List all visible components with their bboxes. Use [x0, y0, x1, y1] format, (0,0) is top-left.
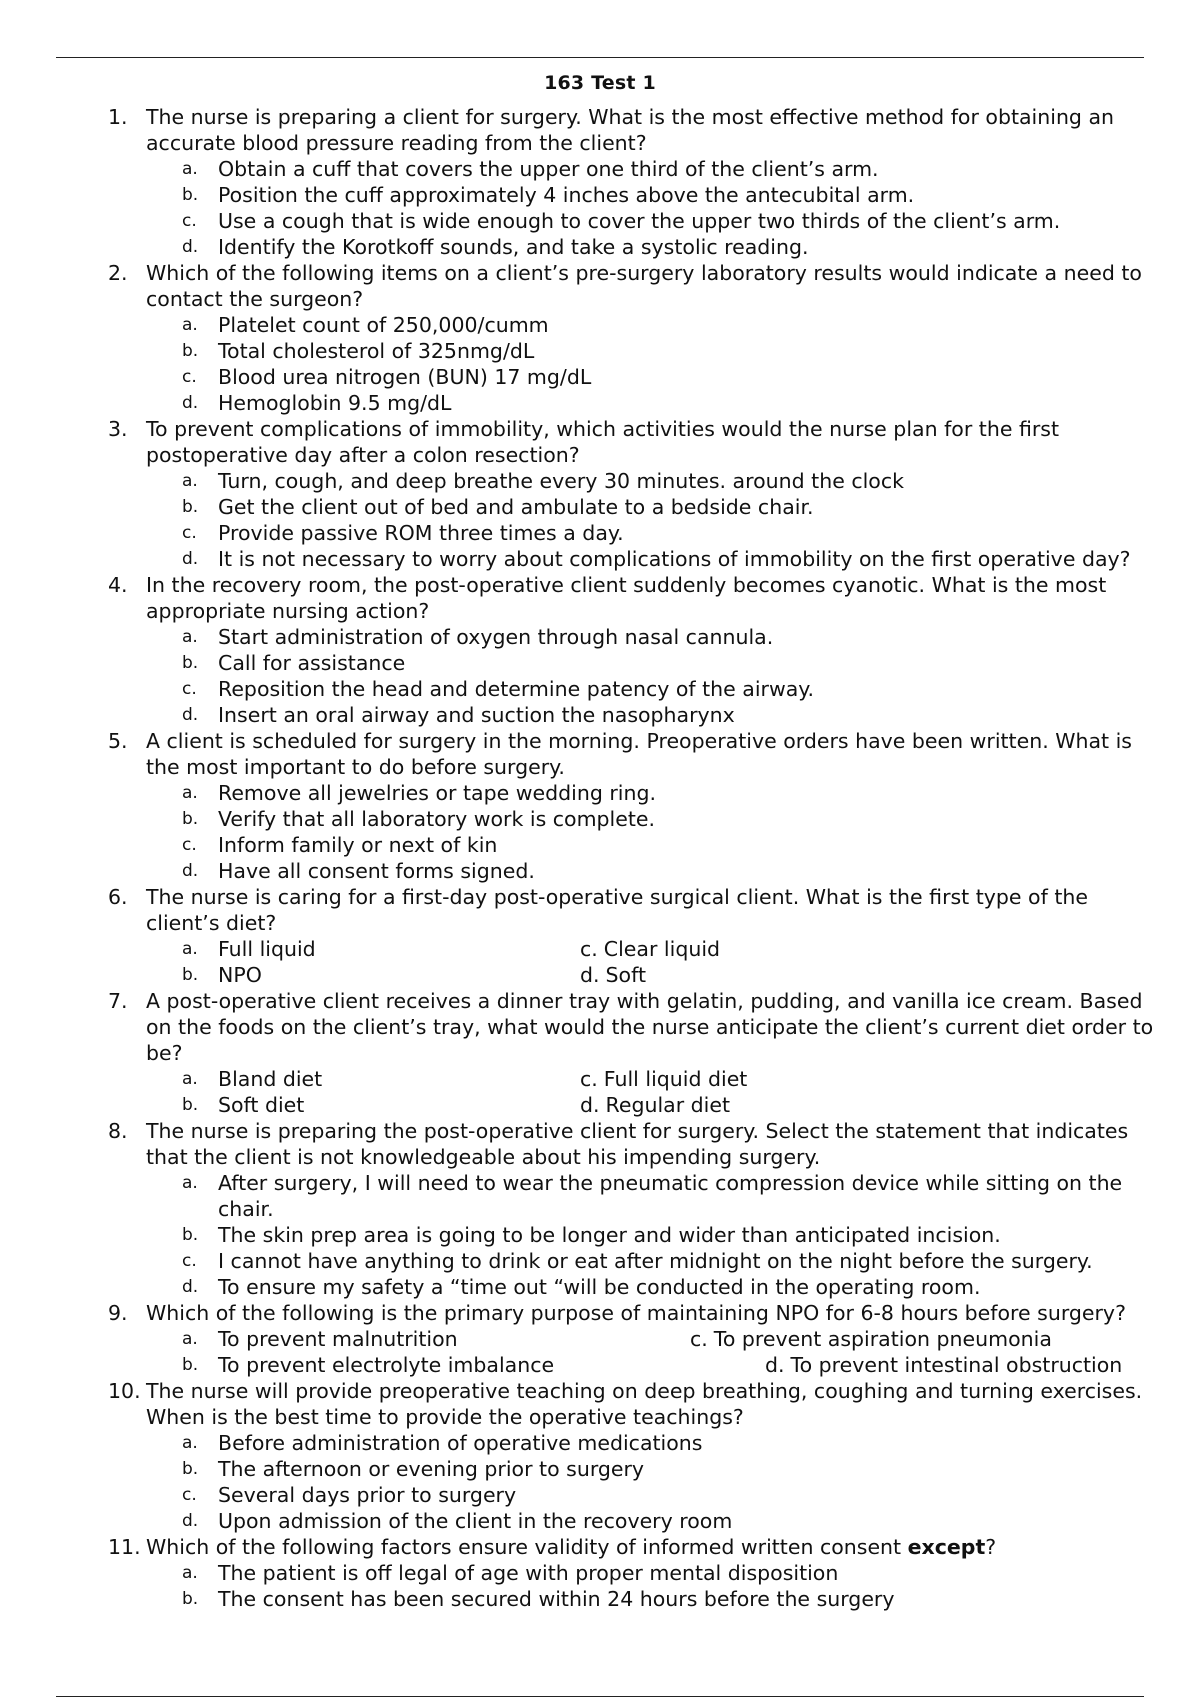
option-5d: d. Have all consent forms signed.: [182, 859, 535, 883]
question-number: 2.: [108, 261, 128, 285]
question-11: [108, 1534, 1158, 1560]
option-9b: b. To prevent electrolyte imbalance: [182, 1353, 555, 1377]
question-4: [108, 572, 1158, 624]
top-rule: [56, 57, 1144, 58]
question-number: 10.: [108, 1379, 141, 1403]
option-2c: c. Blood urea nitrogen (BUN) 17 mg/dL: [182, 365, 592, 389]
option-11b: b. The consent has been secured within 24 hours before the surgery: [182, 1587, 895, 1611]
question-text: The nurse is preparing the post-operative client for surgery. Select the statement that indicates that the client is not knowledgeable about his impending surgery.: [146, 1119, 1129, 1169]
option-3a: a. Turn, cough, and deep breathe every 30 minutes. around the clock: [182, 469, 904, 493]
question-5: [108, 728, 1158, 780]
option-2b: b. Total cholesterol of 325nmg/dL: [182, 339, 535, 363]
bottom-rule: [56, 1696, 1144, 1697]
option-8c: c. I cannot have anything to drink or eat after midnight on the night before the surgery.: [182, 1249, 1093, 1273]
question-text: The nurse is caring for a first-day post-operative surgical client. What is the first type of the client’s diet?: [146, 885, 1088, 935]
option-9a: a. To prevent malnutrition: [182, 1327, 458, 1351]
question-number: 8.: [108, 1119, 128, 1143]
option-1a: a. Obtain a cuff that covers the upper one third of the client’s arm.: [182, 157, 879, 181]
question-number: 3.: [108, 417, 128, 441]
option-6c: c. Clear liquid: [580, 937, 721, 961]
option-7a: a. Bland diet: [182, 1067, 323, 1091]
option-6a: a. Full liquid: [182, 937, 316, 961]
option-4c: c. Reposition the head and determine patency of the airway.: [182, 677, 815, 701]
question-text: In the recovery room, the post-operative client suddenly becomes cyanotic. What is the most appropriate nursing action?: [146, 573, 1107, 623]
option-2d: d. Hemoglobin 9.5 mg/dL: [182, 391, 452, 415]
question-text: Which of the following factors ensure validity of informed written consent except?: [146, 1535, 997, 1559]
option-11a: a. The patient is off legal of age with proper mental disposition: [182, 1561, 839, 1585]
question-list: [108, 104, 1158, 1612]
option-7b: b. Soft diet: [182, 1093, 305, 1117]
option-3c: c. Provide passive ROM three times a day.: [182, 521, 624, 545]
option-3d: d. It is not necessary to worry about complications of immobility on the first operative day?: [182, 547, 1131, 571]
question-text: The nurse is preparing a client for surgery. What is the most effective method for obtaining an accurate blood pressure reading from the client?: [146, 105, 1115, 155]
question-number: 1.: [108, 105, 128, 129]
question-number: 11.: [108, 1535, 141, 1559]
option-4d: d. Insert an oral airway and suction the nasopharynx: [182, 703, 735, 727]
question-3: [108, 416, 1158, 468]
option-10b: b. The afternoon or evening prior to surgery: [182, 1457, 645, 1481]
question-text: A post-operative client receives a dinner tray with gelatin, pudding, and vanilla ice cream. Based on the foods on the client’s tray, what would the nurse anticipate the client’s current diet order to be?: [146, 989, 1154, 1065]
option-10c: c. Several days prior to surgery: [182, 1483, 517, 1507]
option-5c: c. Inform family or next of kin: [182, 833, 498, 857]
question-emphasis: except: [907, 1535, 986, 1559]
question-number: 9.: [108, 1301, 128, 1325]
option-7c: c. Full liquid diet: [580, 1067, 748, 1091]
option-3b: b. Get the client out of bed and ambulate to a bedside chair.: [182, 495, 814, 519]
option-5b: b. Verify that all laboratory work is complete.: [182, 807, 656, 831]
option-6b: b. NPO: [182, 963, 262, 987]
question-9: [108, 1300, 1158, 1326]
question-number: 5.: [108, 729, 128, 753]
option-1d: d. Identify the Korotkoff sounds, and take a systolic reading.: [182, 235, 809, 259]
question-1: [108, 104, 1158, 156]
question-10: [108, 1378, 1158, 1430]
option-8a: a. After surgery, I will need to wear the pneumatic compression device while sitting on the chair.: [182, 1171, 1123, 1221]
question-text: Which of the following items on a client’s pre-surgery laboratory results would indicate a need to contact the surgeon?: [146, 261, 1142, 311]
option-10a: a. Before administration of operative medications: [182, 1431, 703, 1455]
question-number: 6.: [108, 885, 128, 909]
question-text: Which of the following is the primary purpose of maintaining NPO for 6-8 hours before surgery?: [146, 1301, 1126, 1325]
option-10d: d. Upon admission of the client in the recovery room: [182, 1509, 733, 1533]
question-text: The nurse will provide preoperative teaching on deep breathing, coughing and turning exercises. When is the best time to provide the operative teachings?: [146, 1379, 1143, 1429]
option-7d: d. Regular diet: [580, 1093, 731, 1117]
option-9d: d. To prevent intestinal obstruction: [765, 1353, 1123, 1377]
question-number: 7.: [108, 989, 128, 1013]
option-4b: b. Call for assistance: [182, 651, 406, 675]
question-2: [108, 260, 1158, 312]
option-9c: c. To prevent aspiration pneumonia: [690, 1327, 1052, 1351]
option-8d: d. To ensure my safety a “time out “will be conducted in the operating room.: [182, 1275, 981, 1299]
option-4a: a. Start administration of oxygen through nasal cannula.: [182, 625, 774, 649]
option-6d: d. Soft: [580, 963, 646, 987]
document-title: 163 Test 1: [544, 72, 656, 94]
option-5a: a. Remove all jewelries or tape wedding ring.: [182, 781, 656, 805]
option-1c: c. Use a cough that is wide enough to cover the upper two thirds of the client’s arm.: [182, 209, 1061, 233]
option-8b: b. The skin prep area is going to be longer and wider than anticipated incision.: [182, 1223, 1001, 1247]
question-6: [108, 884, 1158, 936]
question-number: 4.: [108, 573, 128, 597]
question-7: [108, 988, 1158, 1066]
option-2a: a. Platelet count of 250,000/cumm: [182, 313, 549, 337]
option-1b: b. Position the cuff approximately 4 inches above the antecubital arm.: [182, 183, 915, 207]
question-text: To prevent complications of immobility, which activities would the nurse plan for the first postoperative day after a colon resection?: [146, 417, 1060, 467]
question-8: [108, 1118, 1158, 1170]
question-text: A client is scheduled for surgery in the morning. Preoperative orders have been written. What is the most important to do before surgery.: [146, 729, 1132, 779]
